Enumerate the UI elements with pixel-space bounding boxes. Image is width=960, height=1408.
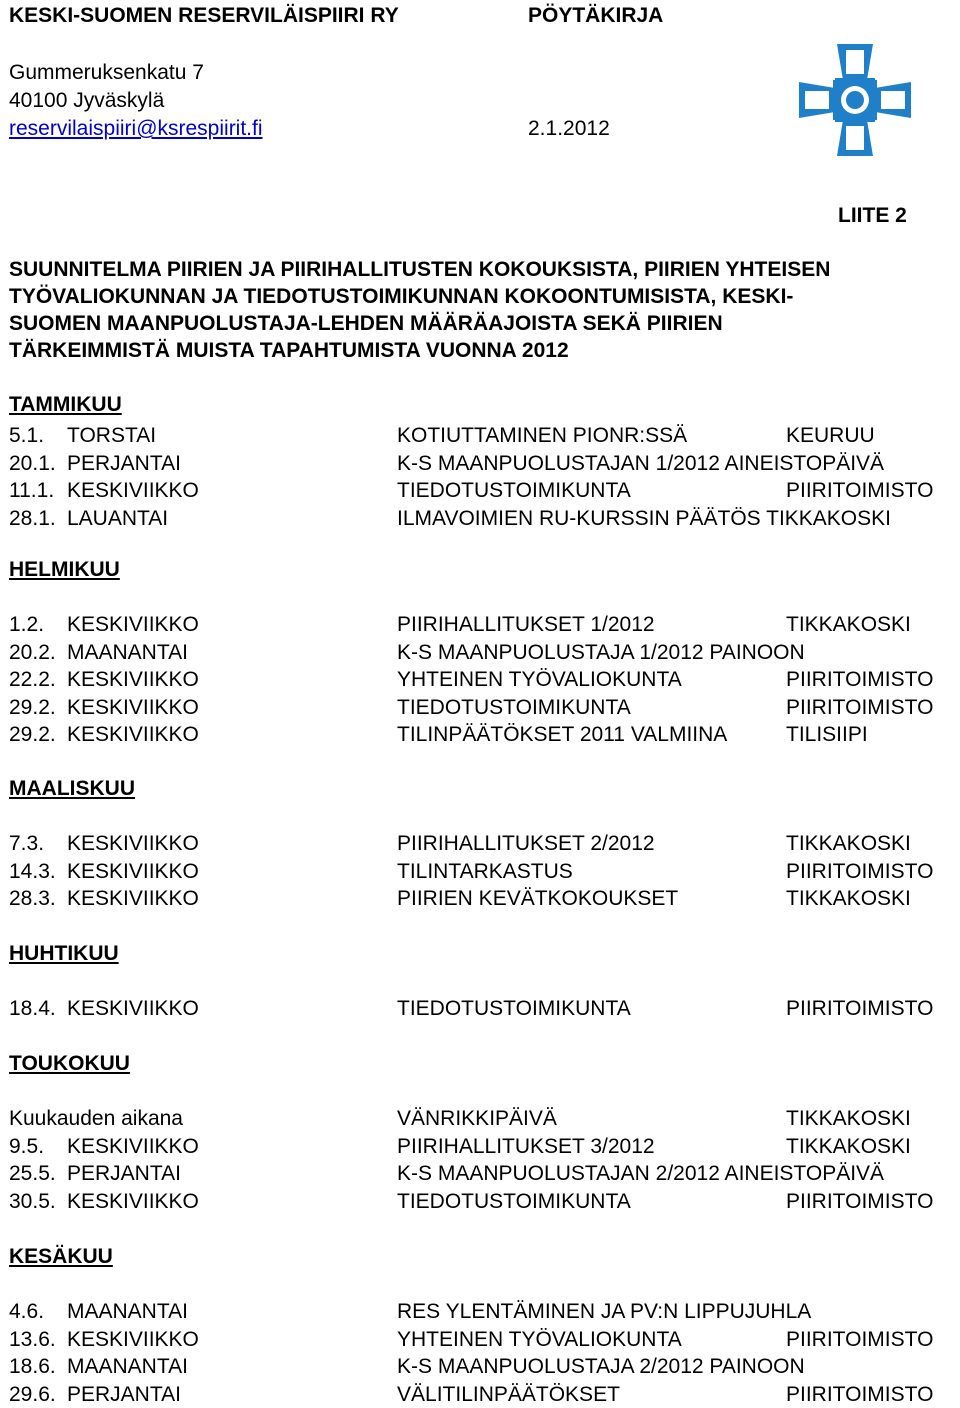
event-weekday: PERJANTAI xyxy=(67,451,181,475)
event-date: 20.1. xyxy=(9,451,56,475)
event-weekday: KESKIVIIKKO xyxy=(67,695,199,719)
event-description: YHTEINEN TYÖVALIOKUNTA xyxy=(397,1327,682,1351)
event-description: TIEDOTUSTOIMIKUNTA xyxy=(397,695,631,719)
schedule-row xyxy=(9,830,954,857)
schedule-row xyxy=(9,1353,954,1380)
event-date: 30.5. xyxy=(9,1189,56,1213)
schedule-row xyxy=(9,995,954,1022)
event-weekday: KESKIVIIKKO xyxy=(67,997,199,1020)
event-description: PIIRIHALLITUKSET 3/2012 xyxy=(397,1134,655,1158)
schedule-row xyxy=(9,505,954,532)
event-location: TIKKAKOSKI xyxy=(786,613,911,636)
event-date: 5.1. xyxy=(9,424,45,447)
event-weekday: KESKIVIIKKO xyxy=(67,859,199,883)
month-heading: MAALISKUU xyxy=(9,777,135,800)
event-date: 18.6. xyxy=(9,1355,56,1378)
event-weekday: MAANANTAI xyxy=(67,1300,188,1323)
schedule-row xyxy=(9,1188,954,1215)
event-description: ILMAVOIMIEN RU-KURSSIN PÄÄTÖS TIKKAKOSKI xyxy=(397,506,891,530)
event-description: PIIRIHALLITUKSET 1/2012 xyxy=(397,613,655,636)
event-description: K-S MAANPUOLUSTAJAN 2/2012 AINEISTOPÄIVÄ xyxy=(397,1162,885,1185)
event-location: PIIRITOIMISTO xyxy=(786,1382,934,1406)
schedule-row xyxy=(9,1105,954,1132)
title-line: SUOMEN MAANPUOLUSTAJA-LEHDEN MÄÄRÄAJOISTA SEKÄ PIIRIEN xyxy=(9,312,723,335)
event-description: YHTEINEN TYÖVALIOKUNTA xyxy=(397,668,682,691)
event-location: PIIRITOIMISTO xyxy=(786,695,934,719)
month-heading: TOUKOKUU xyxy=(9,1052,130,1075)
event-weekday: PERJANTAI xyxy=(67,1382,181,1406)
schedule-row xyxy=(9,885,954,912)
event-weekday: KESKIVIIKKO xyxy=(67,887,199,910)
event-date: 29.2. xyxy=(9,723,56,746)
event-location: PIIRITOIMISTO xyxy=(786,1327,934,1351)
event-weekday: KESKIVIIKKO xyxy=(67,668,199,691)
schedule-row xyxy=(9,611,954,638)
event-weekday: LAUANTAI xyxy=(67,506,169,530)
event-weekday: MAANANTAI xyxy=(67,640,188,664)
event-description: TIEDOTUSTOIMIKUNTA xyxy=(397,1189,631,1213)
event-location: PIIRITOIMISTO xyxy=(786,997,934,1020)
event-date: 13.6. xyxy=(9,1327,56,1351)
event-weekday: PERJANTAI xyxy=(67,1162,181,1185)
event-date: 1.2. xyxy=(9,613,45,636)
event-date: 25.5. xyxy=(9,1162,56,1185)
schedule-row xyxy=(9,450,954,477)
event-date: 18.4. xyxy=(9,997,56,1020)
event-weekday: KESKIVIIKKO xyxy=(67,1327,199,1351)
event-description: VÄNRIKKIPÄIVÄ xyxy=(397,1107,557,1130)
event-date: 20.2. xyxy=(9,640,56,664)
event-date: 7.3. xyxy=(9,832,45,855)
event-date: Kuukauden aikana xyxy=(9,1107,183,1130)
event-weekday: KESKIVIIKKO xyxy=(67,1134,199,1158)
schedule-row xyxy=(9,1381,954,1408)
month-heading: TAMMIKUU xyxy=(9,393,122,416)
event-location: TIKKAKOSKI xyxy=(786,832,911,855)
schedule-row xyxy=(9,858,954,885)
event-date: 14.3. xyxy=(9,859,56,883)
event-description: K-S MAANPUOLUSTAJA 2/2012 PAINOON xyxy=(397,1355,805,1378)
month-heading: HUHTIKUU xyxy=(9,942,119,965)
schedule-row xyxy=(9,639,954,666)
schedule-row xyxy=(9,1160,954,1187)
document-type: PÖYTÄKIRJA xyxy=(528,4,664,27)
schedule-row xyxy=(9,422,954,449)
schedule-row xyxy=(9,1326,954,1353)
event-location: PIIRITOIMISTO xyxy=(786,668,934,691)
schedule-row xyxy=(9,1298,954,1325)
event-date: 4.6. xyxy=(9,1300,45,1323)
event-description: TIEDOTUSTOIMIKUNTA xyxy=(397,479,631,502)
month-heading: HELMIKUU xyxy=(9,558,120,581)
event-date: 22.2. xyxy=(9,668,56,691)
schedule-row xyxy=(9,1133,954,1160)
event-description: RES YLENTÄMINEN JA PV:N LIPPUJUHLA xyxy=(397,1300,812,1323)
event-description: KOTIUTTAMINEN PIONR:SSÄ xyxy=(397,424,688,447)
schedule-row xyxy=(9,721,954,748)
event-weekday: KESKIVIIKKO xyxy=(67,1189,199,1213)
event-weekday: KESKIVIIKKO xyxy=(67,832,199,855)
event-location: TILISIIPI xyxy=(786,723,868,746)
event-description: TILINTARKASTUS xyxy=(397,859,573,883)
month-heading: KESÄKUU xyxy=(9,1245,113,1268)
event-description: TILINPÄÄTÖKSET 2011 VALMIINA xyxy=(397,723,728,746)
title-line: TYÖVALIOKUNNAN JA TIEDOTUSTOIMIKUNNAN KOKOONTUMISISTA, KESKI- xyxy=(9,285,794,308)
event-date: 28.3. xyxy=(9,887,56,910)
document-title xyxy=(9,256,954,364)
street-address: Gummeruksenkatu 7 xyxy=(9,61,204,84)
event-description: PIIRIEN KEVÄTKOKOUKSET xyxy=(397,887,679,910)
event-location: PIIRITOIMISTO xyxy=(786,1189,934,1213)
event-location: TIKKAKOSKI xyxy=(786,1107,911,1130)
email-link[interactable]: reservilaispiiri@ksrespiirit.fi xyxy=(9,117,263,140)
schedule-row xyxy=(9,666,954,693)
event-description: VÄLITILINPÄÄTÖKSET xyxy=(397,1382,620,1406)
event-weekday: TORSTAI xyxy=(67,424,157,447)
organization-name: KESKI-SUOMEN RESERVILÄISPIIRI RY xyxy=(9,4,399,27)
event-description: PIIRIHALLITUKSET 2/2012 xyxy=(397,832,655,855)
event-weekday: KESKIVIIKKO xyxy=(67,723,199,746)
event-weekday: KESKIVIIKKO xyxy=(67,479,199,502)
attachment-label: LIITE 2 xyxy=(838,204,907,227)
schedule-row xyxy=(9,694,954,721)
city-address: 40100 Jyväskylä xyxy=(9,89,165,112)
event-location: TIKKAKOSKI xyxy=(786,1134,911,1158)
blue-cross-emblem-icon xyxy=(795,40,915,160)
event-location: KEURUU xyxy=(786,424,875,447)
document-date: 2.1.2012 xyxy=(528,117,610,140)
schedule-row xyxy=(9,477,954,504)
event-date: 29.6. xyxy=(9,1382,56,1406)
event-description: TIEDOTUSTOIMIKUNTA xyxy=(397,997,631,1020)
event-date: 28.1. xyxy=(9,506,56,530)
event-date: 29.2. xyxy=(9,695,56,719)
event-description: K-S MAANPUOLUSTAJA 1/2012 PAINOON xyxy=(397,640,805,664)
event-weekday: MAANANTAI xyxy=(67,1355,188,1378)
event-date: 9.5. xyxy=(9,1134,45,1158)
event-weekday: KESKIVIIKKO xyxy=(67,613,199,636)
event-location: TIKKAKOSKI xyxy=(786,887,911,910)
event-date: 11.1. xyxy=(9,479,55,502)
title-line: SUUNNITELMA PIIRIEN JA PIIRIHALLITUSTEN KOKOUKSISTA, PIIRIEN YHTEISEN xyxy=(9,258,831,281)
event-description: K-S MAANPUOLUSTAJAN 1/2012 AINEISTOPÄIVÄ xyxy=(397,451,885,475)
title-line: TÄRKEIMMISTÄ MUISTA TAPAHTUMISTA VUONNA 2012 xyxy=(9,339,569,362)
event-location: PIIRITOIMISTO xyxy=(786,479,934,502)
event-location: PIIRITOIMISTO xyxy=(786,859,934,883)
